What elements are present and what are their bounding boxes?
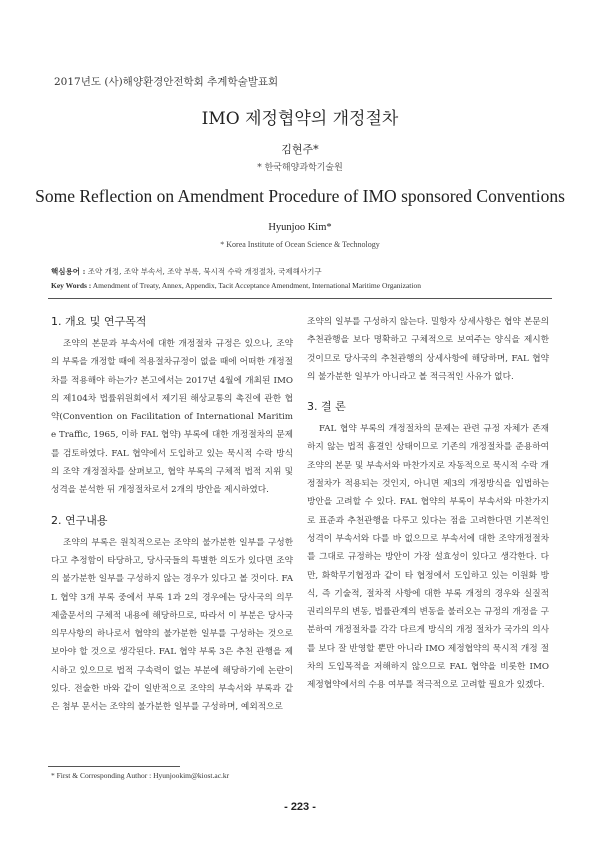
author-english: Hyunjoo Kim* <box>268 222 332 233</box>
section-gap <box>307 386 549 398</box>
right-column <box>307 313 549 695</box>
section-3-paragraph: FAL 협약 부록의 개정절차의 문제는 관련 규정 자체가 존재하지 않는 법적 흠결인 상태이므로 기존의 개정절차를 준용하여 조약의 본문 및 부속서와 마찬가지로 자동적으로 묵시적 수락 개정절차가 적용되는 것인지, 아니면 제3의 개정방식을 입법하는 방안을 고려할 수 있다. FAL 협약의 부록이 부속서와 마찬가지로 표준과 추천관행을 다루고 있다는 점을 고려한다면 기본적인 성격이 부속서와 다를 바 없으므로 부속서에 대한 조약개정절차를 그대로 규정하는 방안이 가장 설효성이 있다고 생각한다. 다만, 화학무기협정과 같이 타 협정에서 도입하고 있는 이원화 방식, 즉 기술적, 절차적 사항에 대한 부록 개정의 경우와 실질적 권리의무의 변동, 법률관계의 변동을 불러오는 규정의 개정을 구분하여 개정절차를 각각 다르게 방식의 개정 절차가 국가의 의사를 보다 잘 반영할 뿐만 아니라 IMO 제정협약의 묵시적 개정 절차의 도입목적을 저해하지 않으므로 FAL 협약을 비롯한 IMO 제정협약에서의 수용 여부를 적극적으로 고려할 필요가 있겠다. <box>307 424 549 691</box>
section-1-heading: 1. 개요 및 연구목적 <box>51 315 147 328</box>
affiliation-english: * Korea Institute of Ocean Science & Technology <box>220 240 380 249</box>
header-divider <box>48 298 552 299</box>
left-column <box>51 313 293 717</box>
page-number: - 223 - <box>284 801 316 813</box>
keywords-english-text: Amendment of Treaty, Annex, Appendix, Tacit Acceptance Amendment, International Maritime Organization <box>92 281 421 290</box>
section-2-heading: 2. 연구내용 <box>51 513 108 527</box>
keywords-korean-label: 핵심용어 : <box>51 267 86 276</box>
section-gap <box>51 500 293 512</box>
keywords-korean <box>51 266 322 277</box>
footnote: * First & Corresponding Author : Hyunjookim@kiost.ac.kr <box>51 771 230 780</box>
section-2-continuation: 조약의 일부를 구성하지 않는다. 밀항자 상세사항은 협약 본문의 추천관행을 보다 명확하고 구체적으로 보여주는 양식을 제시한 것이므로 당사국의 추천관행의 상세사항에 해당하며, FAL 협약의 불가분한 일부가 아니라고 볼 적극적인 사유가 없다. <box>307 317 549 382</box>
conference-header: 2017년도 (사)해양환경안전학회 추계학술발표회 <box>54 76 279 88</box>
footnote-divider <box>48 766 180 767</box>
keywords-english <box>51 281 421 290</box>
affiliation-korean: * 한국해양과학기술원 <box>257 163 343 173</box>
section-2-paragraph: 조약의 부록은 원칙적으로는 조약의 불가분한 일부를 구성한다고 추정함이 타당하고, 당사국들의 특별한 의도가 있다면 조약의 불가분한 일부를 구성하지 않는 경우가 있다고 볼 것이다. FAL 협약 3개 부록 중에서 부록 1과 2의 경우에는 당사국의 의무제출문서의 구체적 내용에 해당하므로, 따라서 이 부분은 당사국 의무사항의 하나로서 협약의 불가분한 일부를 구성하는 것으로 보아야 할 것으로 생각된다. FAL 협약 부록 3은 추천 관행을 제시하고 있으므로 법적 구속력이 없는 부분에 해당하기에 논란이 있다. 전술한 바와 같이 일반적으로 조약의 부속서와 부록과 같은 첨부 문서는 조약의 불가분한 일부를 구성하며, 예외적으로 <box>51 537 293 713</box>
section-1-paragraph: 조약의 본문과 부속서에 대한 개정절차 규정은 있으나, 조약의 부록을 개정할 때에 적용절차규정이 없을 때에 어떠한 개정절차를 적용해야 하는가? 본고에서는 2017년 4월에 개최된 IMO의 제104차 법률위원회에서 제기된 해상교통의 촉진에 관한 협약(Convention on Facilitation of International Maritime Traffic, 1965, 이하 FAL 협약) 부록에 대한 개정절차의 문제를 검토하였다. FAL 협약에서 도입하고 있는 묵시적 수락 방식의 조약 개정절차를 살펴보고, 협약 부록의 구체적 법적 지위 및 성격을 분석한 뒤 개정절차로서 2개의 방안을 제시하였다. <box>51 339 293 496</box>
author-korean: 김현주* <box>281 143 319 156</box>
keywords-korean-text: 조약 개정, 조약 부속서, 조약 부록, 묵시적 수락 개정절차, 국제해사기구 <box>87 267 322 276</box>
keywords-english-label: Key Words : <box>51 281 92 290</box>
title-korean: IMO 제정협약의 개정절차 <box>201 109 399 129</box>
section-3-heading: 3. 결 론 <box>307 400 346 414</box>
title-english: Some Reflection on Amendment Procedure of IMO sponsored Conventions <box>35 186 565 206</box>
